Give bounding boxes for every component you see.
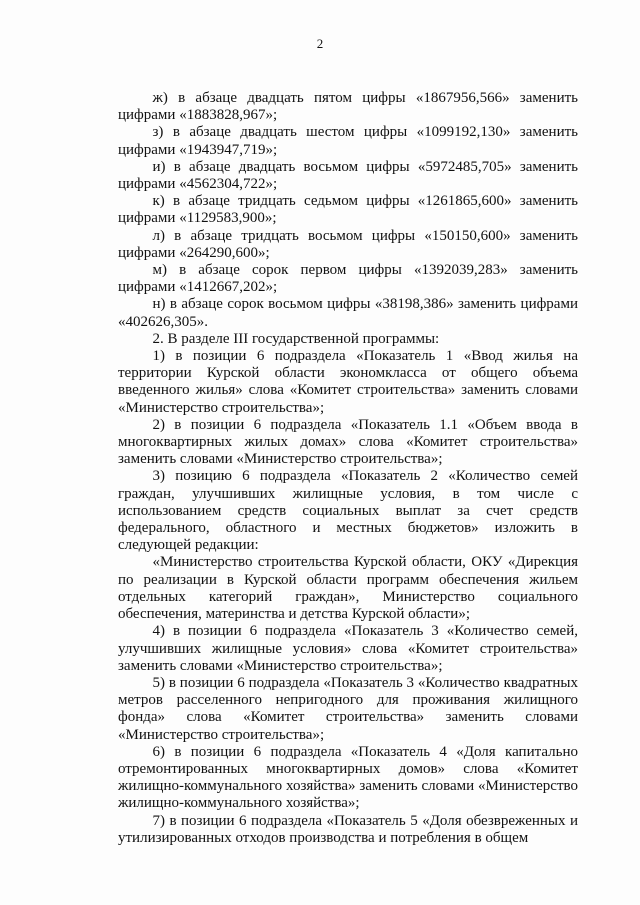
item-5: 5) в позиции 6 подраздела «Показатель 3 «Количество квадратных метров расселенного непригодного для проживания жилищного фонда» слова «Комитет строительства» заменить словами «Министерство строительства»;: [118, 674, 578, 743]
paragraph-k: к) в абзаце тридцать седьмом цифры «1261865,600» заменить цифрами «1129583,900»;: [118, 193, 578, 227]
paragraph-i: и) в абзаце двадцать восьмом цифры «5972485,705» заменить цифрами «4562304,722»;: [118, 158, 578, 193]
item-3-quote: «Министерство строительства Курской области, ОКУ «Дирекция по реализации в Курской области программ обеспечения жильем отдельных категорий граждан», Министерство социального обеспечения, материнства и детства Курской области»;: [118, 554, 578, 623]
item-6: 6) в позиции 6 подраздела «Показатель 4 «Доля капитально отремонтированных многоквартирных домов» слова «Комитет жилищно-коммунального хозяйства» заменить словами «Министерство жилищно-коммунального хозяйства»;: [118, 743, 578, 812]
item-1: 1) в позиции 6 подраздела «Показатель 1 «Ввод жилья на территории Курской области экономкласса от общего объема введенного жилья» слова «Комитет строительства» заменить словами «Министерство строительства»;: [118, 348, 578, 416]
item-4: 4) в позиции 6 подраздела «Показатель 3 «Количество семей, улучшивших жилищные условия» слова «Комитет строительства» заменить словами «Министерство строительства»;: [118, 623, 578, 674]
item-3: 3) позицию 6 подраздела «Показатель 2 «Количество семей граждан, улучшивших жилищные условия, в том числе с использованием средств социальных выплат за счет средств федерального, областного и местных бюджетов» изложить в следующей редакции:: [118, 468, 578, 554]
paragraph-n: н) в абзаце сорок восьмом цифры «38198,386» заменить цифрами «402626,305».: [118, 296, 578, 330]
document-body: [118, 90, 578, 847]
section-heading: 2. В разделе III государственной программы:: [152, 330, 440, 347]
page-number: 2: [316, 36, 324, 51]
item-7: 7) в позиции 6 подраздела «Показатель 5 «Доля обезвреженных и утилизированных отходов производства и потребления в общем: [118, 812, 578, 846]
paragraph-z: з) в абзаце двадцать шестом цифры «1099192,130» заменить цифрами «1943947,719»;: [118, 124, 578, 158]
item-2: 2) в позиции 6 подраздела «Показатель 1.1 «Объем ввода в многоквартирных жилых домах» слова «Комитет строительства» заменить словами «Министерство строительства»;: [118, 416, 578, 468]
paragraph-zh: ж) в абзаце двадцать пятом цифры «1867956,566» заменить цифрами «1883828,967»;: [118, 90, 578, 124]
paragraph-l: л) в абзаце тридцать восьмом цифры «150150,600» заменить цифрами «264290,600»;: [118, 227, 578, 261]
paragraph-m: м) в абзаце сорок первом цифры «1392039,283» заменить цифрами «1412667,202»;: [118, 262, 578, 296]
